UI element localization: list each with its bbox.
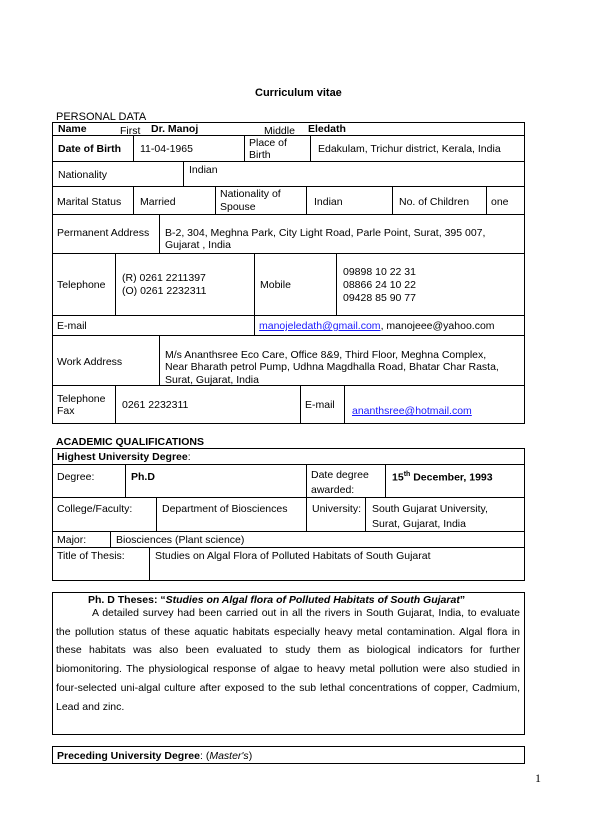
address-label: Permanent Address <box>57 227 150 239</box>
college-label: College/Faculty: <box>57 503 133 515</box>
work-address-line-2: Near Bharath petrol Pump, Udhna Magdhalla Road, Bhatar Char Rasta, <box>165 361 499 373</box>
mobile-line-1: 09898 10 22 31 <box>343 266 416 278</box>
email-primary-link[interactable]: manojeledath@gmail.com <box>259 320 381 332</box>
date-awarded-value: 15th December, 1993 <box>392 471 493 484</box>
address-line-1: B-2, 304, Meghna Park, City Light Road, Parle Point, Surat, 395 007, <box>165 227 486 239</box>
dob-label: Date of Birth <box>58 143 121 155</box>
preceding-degree-label: Preceding University Degree: (Master's) <box>57 750 253 762</box>
thesis-value: Studies on Algal Flora of Polluted Habitats of South Gujarat <box>155 550 431 562</box>
pob-value: Edakulam, Trichur district, Kerala, India <box>318 143 501 155</box>
mobile-label: Mobile <box>260 279 291 291</box>
spouse-nationality-label: Nationality of Spouse <box>220 188 281 213</box>
marital-value: Married <box>140 196 176 208</box>
address-line-2: Gujarat , India <box>165 239 231 251</box>
work-fax-label: Fax <box>57 405 75 417</box>
work-telephone-label: Telephone <box>57 393 106 405</box>
marital-label: Marital Status <box>57 196 122 208</box>
degree-value: Ph.D <box>131 471 155 483</box>
telephone-label: Telephone <box>57 279 106 291</box>
email-secondary: , manojeee@yahoo.com <box>380 320 495 332</box>
page-number: 1 <box>535 771 541 785</box>
university-label: University: <box>312 503 362 515</box>
university-line-1: South Gujarat University, <box>372 503 488 515</box>
nationality-value: Indian <box>189 164 218 176</box>
thesis-label: Title of Thesis: <box>57 550 125 562</box>
work-email-label: E-mail <box>305 399 335 411</box>
college-value: Department of Biosciences <box>162 503 288 515</box>
mobile-line-2: 08866 24 10 22 <box>343 279 416 291</box>
dob-value: 11-04-1965 <box>140 143 193 155</box>
first-name-value: Dr. Manoj <box>151 123 199 135</box>
academic-heading: ACADEMIC QUALIFICATIONS <box>56 436 204 448</box>
telephone-line-1: (R) 0261 2211397 <box>122 272 206 284</box>
email-line <box>259 320 495 332</box>
pob-label: Place of Birth <box>249 137 287 161</box>
personal-data-heading: PERSONAL DATA <box>56 111 147 123</box>
children-value: one <box>491 196 509 208</box>
telephone-line-2: (O) 0261 2232311 <box>122 285 207 297</box>
university-line-2: Surat, Gujarat, India <box>372 518 466 530</box>
nationality-row <box>52 161 525 187</box>
phd-theses-heading: Ph. D Theses: “Studies on Algal flora of Polluted Habitats of South Gujarat” <box>88 594 466 606</box>
work-address-line-1: M/s Ananthsree Eco Care, Office 8&9, Third Floor, Meghna Complex, <box>165 349 487 361</box>
spouse-nationality-value: Indian <box>314 196 343 208</box>
first-label: First <box>120 125 141 137</box>
email-label: E-mail <box>57 320 87 332</box>
name-label: Name <box>58 123 87 135</box>
work-address-line-3: Surat, Gujarat, India <box>165 374 259 386</box>
children-label: No. of Children <box>399 196 470 208</box>
mobile-line-3: 09428 85 90 77 <box>343 292 416 304</box>
middle-label: Middle <box>264 125 295 137</box>
page-title: Curriculum vitae <box>255 87 342 99</box>
major-label: Major: <box>57 534 87 546</box>
work-email-link[interactable]: ananthsree@hotmail.com <box>352 405 472 417</box>
degree-label: Degree: <box>57 471 95 483</box>
work-address-label: Work Address <box>57 356 123 368</box>
date-awarded-label: Date degree awarded: <box>311 469 369 496</box>
phd-theses-body: A detailed survey had been carried out in all the rivers in South Gujarat, India, to evaluate the pollution status of these aquatic habitats especially heavy metal contamination. Algal flora in these habitats was also been evaluated to study them as biological indicators for further biomonitoring. The physiological response of algae to heavy metal pollution were also studied in four-selected uni-algal culture after exposed to the sub lethal concentrations of copper, Cadmium, Lead and zinc. <box>56 607 520 713</box>
highest-degree-label: Highest University Degree: <box>57 451 191 463</box>
middle-name-value: Eledath <box>308 123 346 135</box>
major-value: Biosciences (Plant science) <box>116 534 245 546</box>
nationality-label: Nationality <box>58 169 108 181</box>
work-telephone-value: 0261 2232311 <box>122 399 189 411</box>
